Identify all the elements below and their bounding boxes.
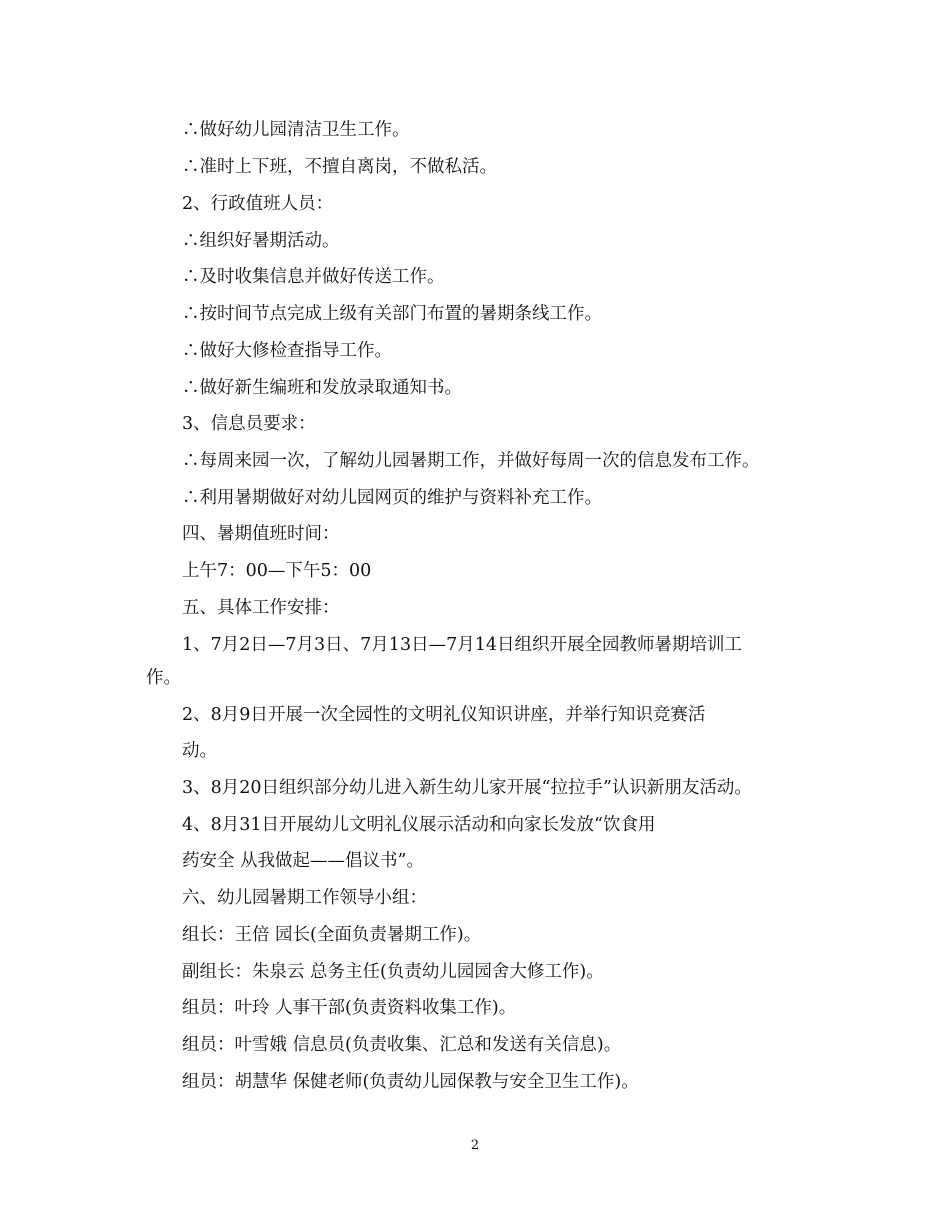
text-line: 3、8月20日组织部分幼儿进入新生幼儿家开展“拉拉手”认识新朋友活动。 — [182, 778, 752, 798]
text-line: ∴做好新生编班和发放录取通知书。 — [182, 378, 462, 398]
text-line: 副组长：朱泉云 总务主任(负责幼儿园园舍大修工作)。 — [182, 962, 604, 982]
text-line: 五、具体工作安排： — [182, 598, 340, 618]
text-line: ∴利用暑期做好对幼儿园网页的维护与资料补充工作。 — [182, 488, 602, 508]
text-line: 2、8月9日开展一次全园性的文明礼仪知识讲座，并举行知识竞赛活 — [182, 705, 706, 725]
text-line: 动。 — [182, 741, 217, 761]
text-line: 作。 — [146, 668, 181, 688]
text-line: 1、7月2日—7月3日、7月13日—7月14日组织开展全园教师暑期培训工 — [182, 635, 742, 655]
text-line: ∴准时上下班，不擅自离岗，不做私活。 — [182, 157, 497, 177]
text-line: 组长：王倍 园长(全面负责暑期工作)。 — [182, 925, 482, 945]
text-line: ∴按时间节点完成上级有关部门布置的暑期条线工作。 — [182, 304, 602, 324]
text-line: ∴组织好暑期活动。 — [182, 231, 340, 251]
text-line: 六、幼儿园暑期工作领导小组： — [182, 888, 427, 908]
text-line: 药安全 从我做起——倡议书”。 — [182, 851, 425, 871]
text-line: ∴每周来园一次，了解幼儿园暑期工作，并做好每周一次的信息发布工作。 — [182, 451, 760, 471]
text-line: 上午7：00—下午5：00 — [182, 561, 372, 581]
text-line: 组员：叶雪娥 信息员(负责收集、汇总和发送有关信息)。 — [182, 1035, 622, 1055]
text-line: ∴及时收集信息并做好传送工作。 — [182, 267, 445, 287]
page-number: 2 — [470, 1138, 480, 1153]
text-line: 四、暑期值班时间： — [182, 524, 340, 544]
text-line: 组员：胡慧华 保健老师(负责幼儿园保教与安全卫生工作)。 — [182, 1072, 639, 1092]
text-line: 4、8月31日开展幼儿文明礼仪展示活动和向家长发放“饮食用 — [182, 815, 656, 835]
text-line: 3、信息员要求： — [182, 414, 316, 434]
text-line: 2、行政值班人员： — [182, 194, 334, 214]
text-line: ∴做好大修检查指导工作。 — [182, 341, 392, 361]
text-line: 组员：叶玲 人事干部(负责资料收集工作)。 — [182, 998, 517, 1018]
text-line: ∴做好幼儿园清洁卫生工作。 — [182, 120, 410, 140]
